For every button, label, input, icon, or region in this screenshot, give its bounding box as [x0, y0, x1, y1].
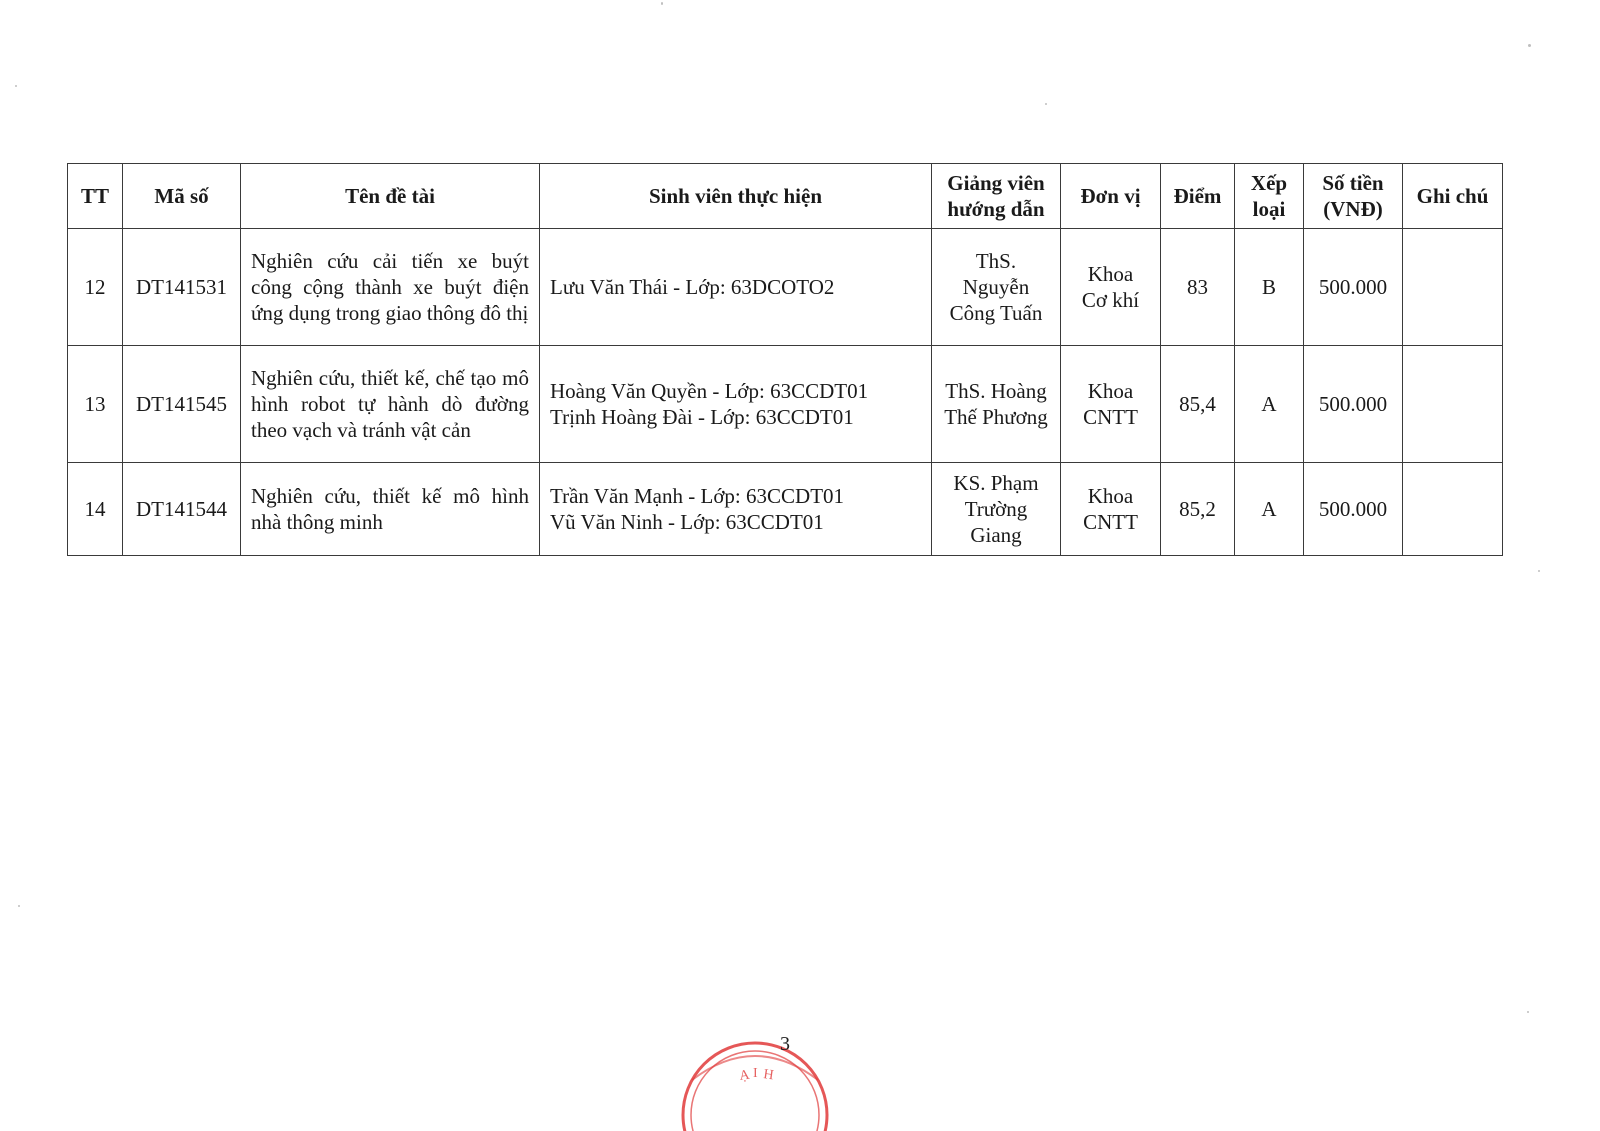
cell-rank: A: [1235, 346, 1304, 463]
unit-line: Khoa: [1087, 262, 1134, 286]
supervisor-line: ThS.: [975, 249, 1017, 273]
header-note: Ghi chú: [1403, 164, 1503, 229]
header-tt: TT: [68, 164, 123, 229]
cell-code: DT141544: [123, 463, 241, 556]
header-amount: [1304, 164, 1403, 229]
header-code: Mã số: [123, 164, 241, 229]
supervisor-line: KS. Phạm: [953, 471, 1039, 495]
supervisor-line: Trường: [964, 497, 1028, 521]
header-score: Điểm: [1161, 164, 1235, 229]
scan-speck: [1528, 44, 1531, 47]
scan-speck: [1045, 103, 1047, 105]
scan-speck: [15, 85, 17, 87]
cell-students: [540, 229, 932, 346]
cell-students: [540, 463, 932, 556]
header-topic: Tên đề tài: [241, 164, 540, 229]
cell-code: DT141531: [123, 229, 241, 346]
student-entry: Lưu Văn Thái - Lớp: 63DCOTO2: [550, 275, 835, 299]
header-supervisor-line: hướng dẫn: [947, 197, 1045, 221]
header-supervisor: [932, 164, 1061, 229]
header-supervisor-line: Giảng viên: [947, 171, 1045, 195]
cell-unit: [1061, 346, 1161, 463]
cell-code: DT141545: [123, 346, 241, 463]
student-entry: Hoàng Văn Quyền - Lớp: 63CCDT01: [550, 379, 869, 403]
cell-note: [1403, 463, 1503, 556]
header-rank-line: loại: [1252, 197, 1286, 221]
research-topic-table: [67, 163, 1503, 556]
unit-line: Khoa: [1087, 484, 1134, 508]
cell-tt: 13: [68, 346, 123, 463]
cell-score: 83: [1161, 229, 1235, 346]
student-entry: Vũ Văn Ninh - Lớp: 63CCDT01: [550, 510, 824, 534]
table-header-row: [68, 164, 1503, 229]
cell-tt: 14: [68, 463, 123, 556]
cell-unit: [1061, 229, 1161, 346]
table-row: [68, 229, 1503, 346]
cell-tt: 12: [68, 229, 123, 346]
header-rank-line: Xếp: [1250, 171, 1288, 195]
header-amount-line: Số tiền: [1322, 171, 1384, 195]
cell-rank: A: [1235, 463, 1304, 556]
cell-note: [1403, 229, 1503, 346]
svg-text:I: I: [753, 1066, 758, 1081]
scan-speck: [1538, 570, 1540, 572]
svg-text:Ạ: Ạ: [738, 1067, 751, 1084]
cell-unit: [1061, 463, 1161, 556]
header-amount-line: (VNĐ): [1323, 197, 1383, 221]
cell-score: 85,2: [1161, 463, 1235, 556]
official-seal: [680, 1040, 830, 1131]
unit-line: CNTT: [1083, 510, 1138, 534]
cell-amount: 500.000: [1304, 346, 1403, 463]
cell-topic: Nghiên cứu cải tiến xe buýt công cộng thành xe buýt điện ứng dụng trong giao thông đô thị: [241, 229, 540, 346]
unit-line: Khoa: [1087, 379, 1134, 403]
supervisor-line: Công Tuấn: [949, 301, 1043, 325]
header-rank: [1235, 164, 1304, 229]
supervisor-line: ThS. Hoàng: [945, 379, 1047, 403]
header-unit: Đơn vị: [1061, 164, 1161, 229]
scan-speck: [18, 905, 20, 907]
table-row: [68, 346, 1503, 463]
svg-text:H: H: [762, 1067, 775, 1084]
cell-topic: Nghiên cứu, thiết kế mô hình nhà thông minh: [241, 463, 540, 556]
supervisor-line: Nguyễn: [962, 275, 1030, 299]
cell-amount: 500.000: [1304, 463, 1403, 556]
scan-speck: [1527, 1011, 1529, 1013]
cell-amount: 500.000: [1304, 229, 1403, 346]
student-entry: Trịnh Hoàng Đài - Lớp: 63CCDT01: [550, 405, 854, 429]
cell-topic: Nghiên cứu, thiết kế, chế tạo mô hình robot tự hành dò đường theo vạch và tránh vật cản: [241, 346, 540, 463]
cell-supervisor: [932, 346, 1061, 463]
scan-speck: [661, 2, 663, 5]
supervisor-line: Giang: [970, 523, 1022, 547]
table-row: [68, 463, 1503, 556]
cell-supervisor: [932, 229, 1061, 346]
header-students: Sinh viên thực hiện: [540, 164, 932, 229]
cell-students: [540, 346, 932, 463]
supervisor-line: Thế Phương: [944, 405, 1048, 429]
seal-graphic: [680, 1040, 830, 1131]
unit-line: CNTT: [1083, 405, 1138, 429]
cell-rank: B: [1235, 229, 1304, 346]
page-number: 3: [780, 1033, 790, 1055]
cell-note: [1403, 346, 1503, 463]
cell-supervisor: [932, 463, 1061, 556]
unit-line: Cơ khí: [1081, 288, 1140, 312]
student-entry: Trần Văn Mạnh - Lớp: 63CCDT01: [550, 484, 845, 508]
cell-score: 85,4: [1161, 346, 1235, 463]
